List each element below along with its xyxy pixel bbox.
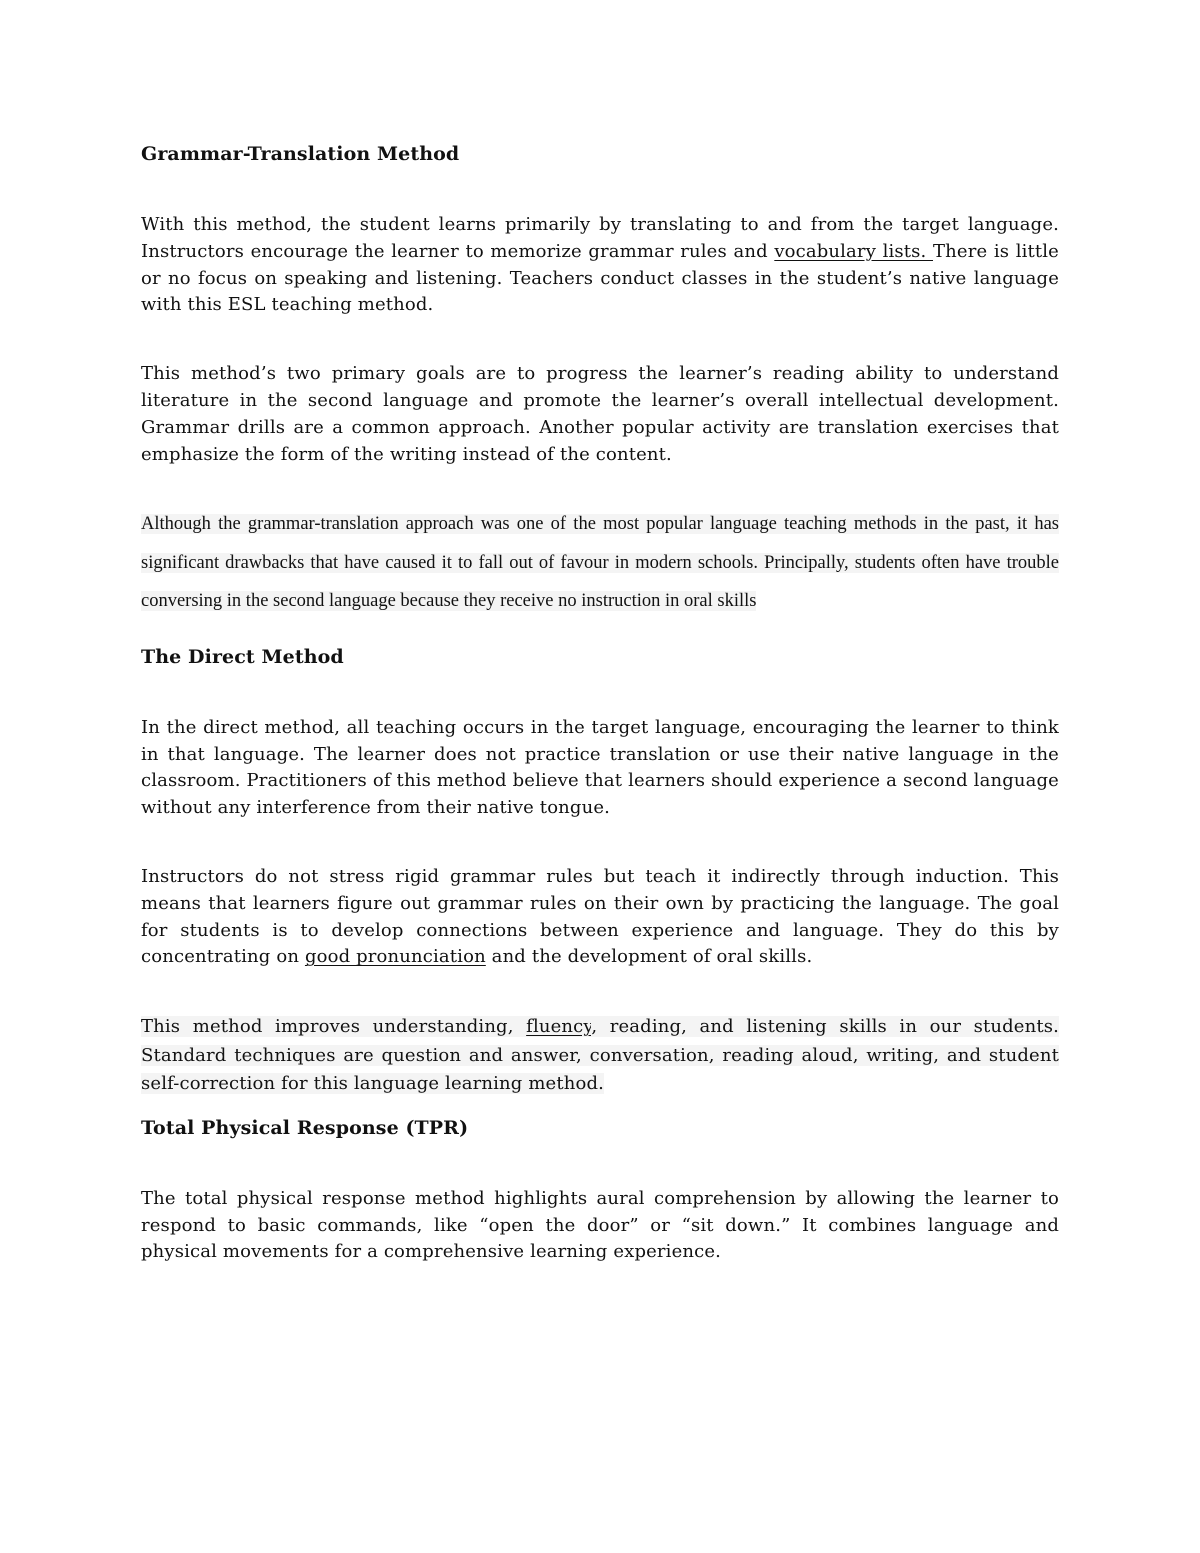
paragraph: This method’s two primary goals are to progress the learner’s reading ability to understand literature in the second language and promote the learner’s overall intellectual development. Grammar drills are a common approach. Another popular activity are translation exercises that emphasize the form of the writing instead of the content. (141, 363, 1059, 465)
paragraph (141, 1013, 1059, 1099)
paragraph-text: , reading, and listening skills in our students. Standard techniques are question and answer, conversation, reading aloud, writing, and student self-correction for this language learning method. (141, 1016, 1059, 1095)
paragraph: In the direct method, all teaching occurs in the target language, encouraging the learner to think in that language. The learner does not practice translation or use their native language in the classroom. Practitioners of this method believe that learners should experience a second language without any interference from their native tongue. (141, 716, 1059, 819)
paragraph-text: Although the grammar-translation approach was one of the most popular language teaching methods in the past, it has significant drawbacks that have caused it to fall out of favour in modern schools. Principally, students often have trouble conversing in the second language because they receive no instruction in oral skills (141, 514, 1059, 612)
good-pronunciation-link[interactable]: good pronunciation (304, 946, 486, 968)
paragraph (141, 212, 1059, 319)
paragraph-text: With this method, the student learns primarily by translating to and from the target language. Instructors encourage the learner to memorize grammar rules and (141, 214, 1059, 262)
paragraph-text: and the development of oral skills. (485, 946, 813, 968)
paragraph-text: Instructors do not stress rigid grammar rules but teach it indirectly through induction. This means that learners figure out grammar rules on their own by practicing the language. The goal for students is to develop connections between experience and language. They do this by concentrating on (141, 866, 1059, 968)
paragraph (141, 864, 1059, 971)
fluency-link[interactable]: fluency (526, 1016, 592, 1038)
paragraph-text: There is little or no focus on speaking and listening. Teachers conduct classes in the student’s native language with this ESL teaching method. (141, 240, 1059, 316)
document-body (141, 141, 1059, 1266)
vocabulary-lists-link[interactable]: vocabulary lists. (774, 240, 933, 262)
paragraph-text: This method improves understanding, (141, 1016, 527, 1038)
section-heading-tpr: Total Physical Response (TPR) (141, 1116, 469, 1139)
paragraph (141, 505, 1059, 621)
section-heading-direct-method: The Direct Method (141, 645, 344, 668)
paragraph: The total physical response method highlights aural comprehension by allowing the learner to respond to basic commands, like “open the door” or “sit down.” It combines language and physical movements for a comprehensive learning experience. (141, 1187, 1059, 1263)
section-heading-grammar-translation: Grammar-Translation Method (141, 143, 460, 165)
